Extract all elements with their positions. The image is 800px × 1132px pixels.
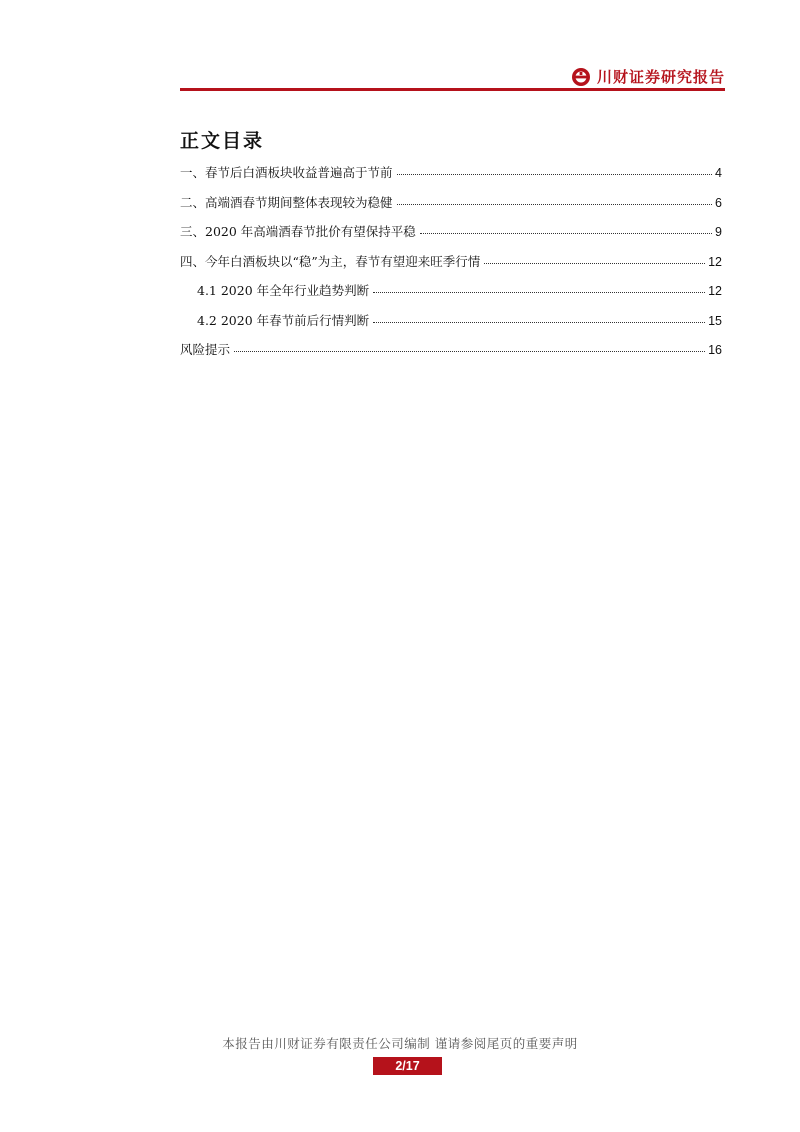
toc-title: 正文目录 bbox=[180, 130, 265, 152]
brand bbox=[571, 66, 725, 87]
toc-entry-1[interactable] bbox=[180, 163, 722, 193]
table-of-contents bbox=[180, 163, 722, 370]
toc-entry-page: 4 bbox=[715, 166, 722, 180]
toc-leader-dots bbox=[373, 321, 705, 323]
footer-disclaimer: 本报告由川财证券有限责任公司编制 谨请参阅尾页的重要声明 bbox=[222, 1036, 578, 1051]
toc-entry-page: 15 bbox=[708, 313, 722, 328]
chuancai-logo-icon bbox=[571, 67, 591, 87]
toc-entry-risk[interactable] bbox=[180, 340, 722, 370]
toc-entry-4[interactable] bbox=[180, 252, 722, 282]
toc-entry-4-1[interactable] bbox=[180, 281, 722, 311]
toc-leader-dots bbox=[484, 262, 705, 264]
toc-entry-page: 6 bbox=[715, 195, 722, 210]
toc-leader-dots bbox=[420, 232, 712, 234]
toc-entry-4-2[interactable] bbox=[180, 311, 722, 341]
toc-entry-label: 风险提示 bbox=[180, 342, 231, 357]
toc-entry-2[interactable] bbox=[180, 193, 722, 223]
brand-name: 川财证券研究报告 bbox=[596, 68, 725, 86]
toc-entry-label: 二、高端酒春节期间整体表现较为稳健 bbox=[180, 194, 393, 210]
toc-leader-dots bbox=[397, 203, 713, 205]
toc-entry-label: 4.1 2020 年全年行业趋势判断 bbox=[197, 283, 370, 298]
toc-leader-dots bbox=[397, 173, 713, 175]
toc-leader-dots bbox=[373, 291, 705, 293]
toc-entry-label: 四、今年白酒板块以“稳”为主，春节有望迎来旺季行情 bbox=[180, 253, 481, 269]
toc-entry-label: 三、2020 年高端酒春节批价有望保持平稳 bbox=[180, 224, 416, 239]
toc-entry-3[interactable] bbox=[180, 222, 722, 252]
toc-entry-page: 12 bbox=[708, 284, 722, 298]
toc-entry-page: 12 bbox=[708, 254, 722, 269]
toc-entry-label: 4.2 2020 年春节前后行情判断 bbox=[197, 312, 370, 328]
header-rule bbox=[180, 88, 725, 91]
page-number-badge: 2/17 bbox=[373, 1057, 442, 1075]
report-header bbox=[180, 62, 725, 92]
toc-entry-page: 9 bbox=[715, 225, 722, 239]
toc-entry-label: 一、春节后白酒板块收益普遍高于节前 bbox=[180, 165, 393, 180]
toc-leader-dots bbox=[234, 350, 705, 352]
toc-entry-page: 16 bbox=[708, 343, 722, 357]
